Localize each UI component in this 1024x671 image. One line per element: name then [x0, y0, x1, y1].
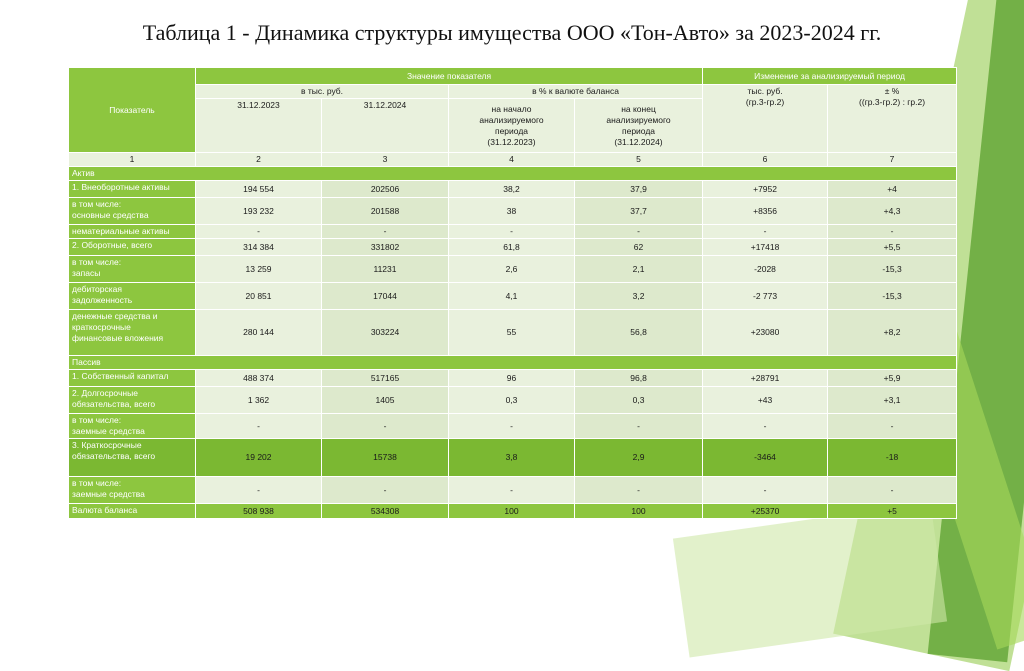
header-change-pct: ± % ((гр.3-гр.2) : гр.2) — [828, 85, 957, 153]
header-thousand-rub: в тыс. руб. — [196, 85, 449, 99]
cell-p-end: 96,8 — [575, 370, 703, 387]
row-label: в том числе: основные средства — [69, 198, 196, 225]
row-label: в том числе: заемные средства — [69, 414, 196, 439]
header-change-group: Изменение за анализируемый период — [703, 68, 957, 85]
row-label: 2. Долгосрочные обязательства, всего — [69, 387, 196, 414]
cell-d-abs: - — [703, 414, 828, 439]
cell-d-pct: - — [828, 414, 957, 439]
cell-p-end: 62 — [575, 239, 703, 256]
cell-d-abs: -2028 — [703, 256, 828, 283]
table-row — [69, 256, 957, 283]
cell-v2023: 13 259 — [196, 256, 322, 283]
cell-v2024: 517165 — [322, 370, 449, 387]
cell-v2023: - — [196, 414, 322, 439]
cell-v2024: - — [322, 225, 449, 239]
header-start-period: на начало анализируемого периода (31.12.2023) — [449, 99, 575, 153]
row-label: дебиторская задолженность — [69, 283, 196, 310]
cell-p-start: 100 — [449, 504, 575, 519]
table-row — [69, 225, 957, 239]
column-number: 4 — [449, 153, 575, 167]
cell-d-pct: +4 — [828, 181, 957, 198]
cell-d-pct: +3,1 — [828, 387, 957, 414]
cell-p-end: 2,9 — [575, 439, 703, 477]
cell-v2024: - — [322, 477, 449, 504]
cell-p-start: 61,8 — [449, 239, 575, 256]
liabilities-rows — [69, 370, 957, 519]
cell-p-start: 4,1 — [449, 283, 575, 310]
cell-d-pct: +4,3 — [828, 198, 957, 225]
row-label: нематериальные активы — [69, 225, 196, 239]
cell-v2024: 1405 — [322, 387, 449, 414]
cell-d-pct: +5,9 — [828, 370, 957, 387]
column-number-row — [69, 153, 957, 167]
cell-p-end: 2,1 — [575, 256, 703, 283]
cell-p-end: 56,8 — [575, 310, 703, 356]
cell-p-end: - — [575, 225, 703, 239]
cell-d-abs: +7952 — [703, 181, 828, 198]
column-number: 1 — [69, 153, 196, 167]
row-label: Валюта баланса — [69, 504, 196, 519]
cell-v2023: - — [196, 225, 322, 239]
header-percent-balance: в % к валюте баланса — [449, 85, 703, 99]
cell-v2023: 1 362 — [196, 387, 322, 414]
cell-p-start: 38,2 — [449, 181, 575, 198]
cell-d-pct: - — [828, 225, 957, 239]
cell-p-end: 0,3 — [575, 387, 703, 414]
cell-d-pct: - — [828, 477, 957, 504]
table-row — [69, 414, 957, 439]
row-label: в том числе: заемные средства — [69, 477, 196, 504]
cell-p-end: 37,7 — [575, 198, 703, 225]
cell-d-abs: +23080 — [703, 310, 828, 356]
column-number: 3 — [322, 153, 449, 167]
cell-d-pct: +8,2 — [828, 310, 957, 356]
assets-rows — [69, 181, 957, 356]
cell-p-end: 3,2 — [575, 283, 703, 310]
cell-p-start: - — [449, 225, 575, 239]
cell-v2023: 314 384 — [196, 239, 322, 256]
section-liabilities: Пассив — [69, 356, 957, 370]
header-end-period: на конец анализируемого периода (31.12.2024) — [575, 99, 703, 153]
cell-v2024: 201588 — [322, 198, 449, 225]
cell-p-end: 37,9 — [575, 181, 703, 198]
row-label: 1. Внеоборотные активы — [69, 181, 196, 198]
cell-d-abs: +43 — [703, 387, 828, 414]
cell-d-abs: -3464 — [703, 439, 828, 477]
row-label: 2. Оборотные, всего — [69, 239, 196, 256]
cell-v2023: 193 232 — [196, 198, 322, 225]
cell-v2024: 303224 — [322, 310, 449, 356]
column-number: 5 — [575, 153, 703, 167]
cell-p-end: - — [575, 477, 703, 504]
cell-v2023: - — [196, 477, 322, 504]
cell-d-abs: - — [703, 477, 828, 504]
header-change-abs: тыс. руб. (гр.3-гр.2) — [703, 85, 828, 153]
cell-d-abs: - — [703, 225, 828, 239]
table-row — [69, 198, 957, 225]
cell-p-start: - — [449, 414, 575, 439]
cell-v2024: 331802 — [322, 239, 449, 256]
cell-d-abs: +8356 — [703, 198, 828, 225]
table-row — [69, 370, 957, 387]
table-row — [69, 477, 957, 504]
row-label: 1. Собственный капитал — [69, 370, 196, 387]
cell-p-start: 3,8 — [449, 439, 575, 477]
row-label: денежные средства и краткосрочные финансовые вложения — [69, 310, 196, 356]
table-row — [69, 181, 957, 198]
row-label: в том числе: запасы — [69, 256, 196, 283]
cell-p-start: 38 — [449, 198, 575, 225]
cell-d-abs: +25370 — [703, 504, 828, 519]
cell-v2024: - — [322, 414, 449, 439]
table-row — [69, 310, 957, 356]
header-value-group: Значение показателя — [196, 68, 703, 85]
cell-d-abs: +17418 — [703, 239, 828, 256]
column-number: 6 — [703, 153, 828, 167]
cell-d-pct: -18 — [828, 439, 957, 477]
table-row — [69, 504, 957, 519]
cell-v2024: 15738 — [322, 439, 449, 477]
cell-v2023: 508 938 — [196, 504, 322, 519]
table-row — [69, 283, 957, 310]
header-date-2024: 31.12.2024 — [322, 99, 449, 153]
cell-d-pct: +5,5 — [828, 239, 957, 256]
balance-structure-table — [68, 67, 957, 519]
cell-v2024: 17044 — [322, 283, 449, 310]
section-assets: Актив — [69, 167, 957, 181]
header-indicator: Показатель — [69, 68, 196, 153]
table-row — [69, 439, 957, 477]
cell-v2023: 488 374 — [196, 370, 322, 387]
cell-p-start: - — [449, 477, 575, 504]
row-label: 3. Краткосрочные обязательства, всего — [69, 439, 196, 477]
header-date-2023: 31.12.2023 — [196, 99, 322, 153]
cell-d-abs: -2 773 — [703, 283, 828, 310]
column-number: 2 — [196, 153, 322, 167]
table-row — [69, 239, 957, 256]
cell-d-pct: +5 — [828, 504, 957, 519]
cell-v2023: 19 202 — [196, 439, 322, 477]
cell-d-pct: -15,3 — [828, 256, 957, 283]
cell-v2023: 280 144 — [196, 310, 322, 356]
cell-d-abs: +28791 — [703, 370, 828, 387]
slide-title: Таблица 1 - Динамика структуры имущества ООО «Тон-Авто» за 2023-2024 гг. — [142, 20, 882, 45]
cell-v2024: 534308 — [322, 504, 449, 519]
cell-p-end: 100 — [575, 504, 703, 519]
cell-p-end: - — [575, 414, 703, 439]
cell-v2024: 11231 — [322, 256, 449, 283]
cell-p-start: 55 — [449, 310, 575, 356]
cell-p-start: 2,6 — [449, 256, 575, 283]
table-row — [69, 387, 957, 414]
cell-d-pct: -15,3 — [828, 283, 957, 310]
cell-v2023: 194 554 — [196, 181, 322, 198]
cell-v2024: 202506 — [322, 181, 449, 198]
cell-v2023: 20 851 — [196, 283, 322, 310]
column-number: 7 — [828, 153, 957, 167]
cell-p-start: 96 — [449, 370, 575, 387]
cell-p-start: 0,3 — [449, 387, 575, 414]
